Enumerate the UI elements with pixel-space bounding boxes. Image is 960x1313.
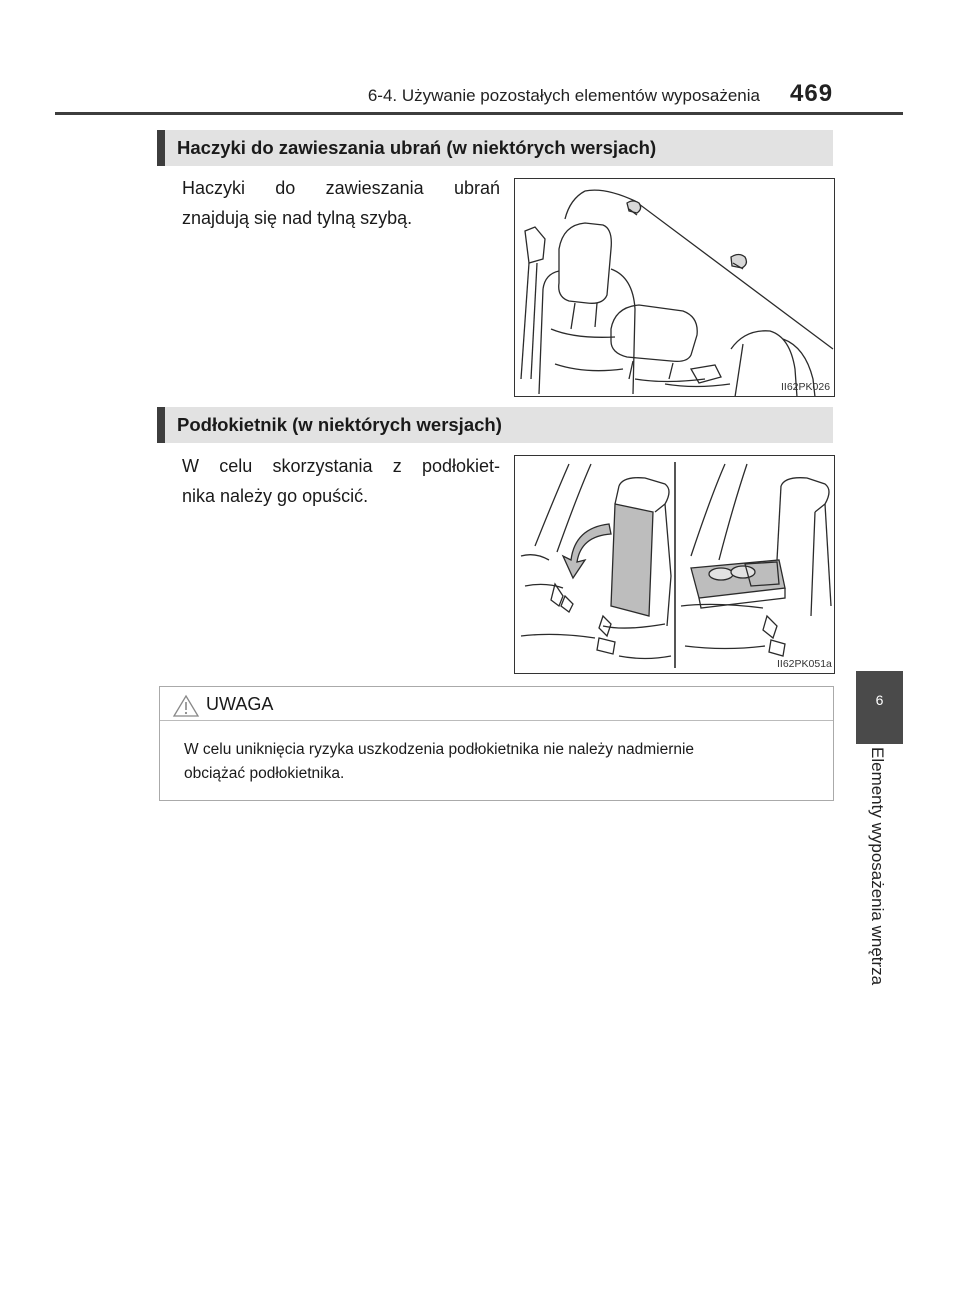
- section-heading-text: Haczyki do zawieszania ubrań (w niektórych wersjach): [177, 137, 657, 158]
- section-heading-armrest: [157, 407, 833, 443]
- text-line: nika należy go opuścić.: [182, 486, 369, 506]
- warning-title: UWAGA: [206, 694, 274, 714]
- header-section-title: 6-4. Używanie pozostałych elementów wyposażenia: [367, 86, 760, 105]
- figure-code: II62PK026: [781, 381, 831, 393]
- section-heading-clothes-hooks: [157, 130, 833, 166]
- warning-text-line: W celu uniknięcia ryzyka uszkodzenia podłokietnika nie należy nadmiernie: [184, 741, 695, 758]
- warning-triangle-icon: [172, 694, 200, 718]
- section-heading-text: Podłokietnik (w niektórych wersjach): [177, 414, 502, 435]
- text-line: W celu skorzystania z podłokiet-: [182, 456, 500, 476]
- warning-divider: [160, 720, 833, 721]
- figure-armrest: [514, 455, 835, 674]
- clothes-hooks-illustration: [515, 179, 835, 397]
- text-line: Haczyki do zawieszania ubrań: [182, 178, 500, 198]
- clothes-hooks-text: [182, 173, 500, 233]
- chapter-number: 6: [875, 692, 884, 708]
- warning-text: [184, 738, 824, 786]
- warning-text-line: obciążać podłokietnika.: [184, 765, 345, 782]
- header-rule: [55, 112, 903, 115]
- figure-code: II62PK051a: [777, 658, 832, 670]
- armrest-illustration: [515, 456, 835, 674]
- armrest-text: [182, 451, 500, 511]
- chapter-label: Elementy wyposażenia wnętrza: [868, 747, 887, 986]
- figure-clothes-hooks: [514, 178, 835, 397]
- page-number: 469: [790, 80, 834, 107]
- text-line: znajdują się nad tylną szybą.: [182, 208, 413, 228]
